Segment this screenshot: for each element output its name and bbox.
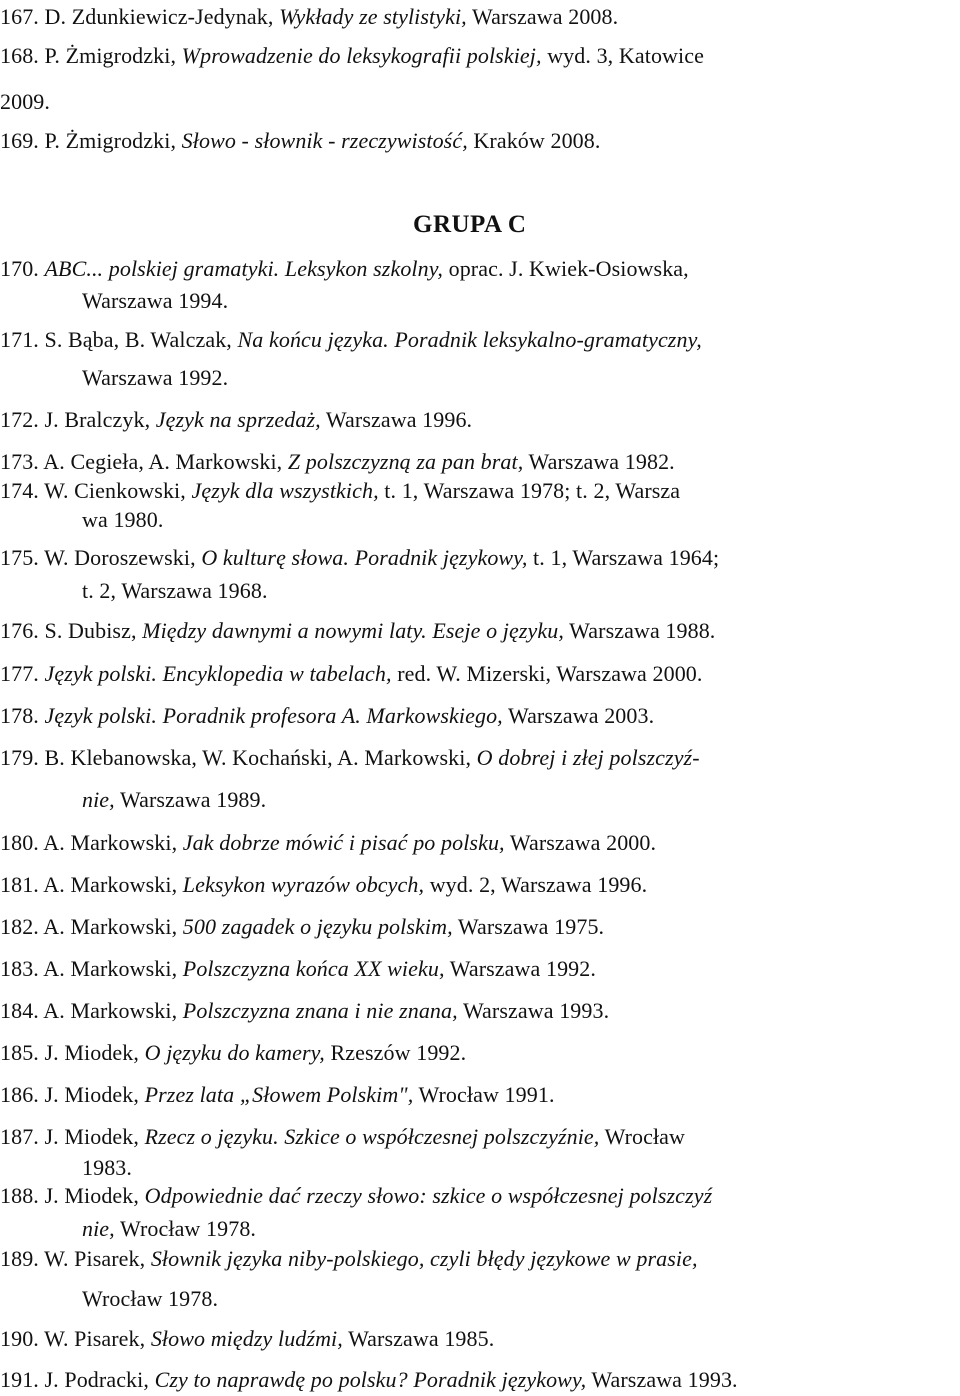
- entry-title-text: Przez lata „Słowem Polskim",: [144, 1082, 414, 1107]
- entry-text: Warszawa 1996.: [320, 407, 473, 432]
- entry-text: Wrocław 1978.: [114, 1216, 257, 1241]
- entry-title-text: Słownik języka niby-polskiego, czyli błędy językowe w prasie,: [150, 1246, 698, 1271]
- bibliography-line: [0, 1040, 466, 1066]
- bibliography-line: [0, 449, 675, 475]
- bibliography-line: [0, 478, 680, 504]
- bibliography-line: [0, 914, 604, 940]
- entry-text: 169. P. Żmigrodzki,: [0, 128, 182, 153]
- entry-text: 188. J. Miodek,: [0, 1183, 145, 1208]
- entry-text: Warszawa 1989.: [114, 787, 267, 812]
- entry-title-text: nie,: [82, 1216, 115, 1241]
- entry-title-text: Z polszczyzną za pan brat,: [287, 449, 524, 474]
- bibliography-line: [0, 407, 472, 433]
- entry-title-text: Między dawnymi a nowymi laty. Eseje o języku,: [142, 618, 564, 643]
- entry-title-text: Jak dobrze mówić i pisać po polsku,: [182, 830, 505, 855]
- bibliography-line: [0, 1367, 738, 1393]
- bibliography-line: [0, 43, 704, 69]
- bibliography-line: [0, 1326, 494, 1352]
- entry-text: wa 1980.: [82, 507, 164, 532]
- entry-title-text: Język polski. Encyklopedia w tabelach,: [44, 661, 392, 686]
- entry-title-text: Język na sprzedaż,: [155, 407, 321, 432]
- entry-text: 174. W. Cienkowski,: [0, 478, 192, 503]
- bibliography-line: [0, 256, 689, 282]
- bibliography-line: [0, 545, 719, 571]
- bibliography-line: [0, 703, 654, 729]
- entry-text: 168. P. Żmigrodzki,: [0, 43, 182, 68]
- entry-text: Wrocław 1991.: [413, 1082, 555, 1107]
- bibliography-line: [0, 1183, 712, 1209]
- entry-text: Warszawa 1982.: [523, 449, 675, 474]
- entry-text: Warszawa 1994.: [82, 288, 229, 313]
- entry-title-text: Polszczyzna znana i nie znana,: [182, 998, 458, 1023]
- entry-text: Wrocław 1978.: [82, 1286, 219, 1311]
- entry-text: t. 1, Warszawa 1978; t. 2, Warsza: [378, 478, 681, 503]
- bibliography-line: [0, 1246, 698, 1272]
- entry-text: 190. W. Pisarek,: [0, 1326, 151, 1351]
- entry-text: 189. W. Pisarek,: [0, 1246, 151, 1271]
- entry-text: wyd. 3, Katowice: [541, 43, 704, 68]
- entry-text: Warszawa 1993.: [457, 998, 610, 1023]
- entry-title-text: Odpowiednie dać rzeczy słowo: szkice o współczesnej polszczyź: [144, 1183, 713, 1208]
- entry-title-text: Czy to naprawdę po polsku? Poradnik językowy,: [154, 1367, 587, 1392]
- entry-text: Warszawa 2000.: [504, 830, 657, 855]
- entry-text: 176. S. Dubisz,: [0, 618, 143, 643]
- entry-text: wyd. 2, Warszawa 1996.: [424, 872, 648, 897]
- entry-text: 180. A. Markowski,: [0, 830, 183, 855]
- entry-text: t. 2, Warszawa 1968.: [82, 578, 268, 603]
- entry-title-text: ABC... polskiej gramatyki. Leksykon szkolny,: [44, 256, 443, 281]
- entry-text: Kraków 2008.: [467, 128, 601, 153]
- bibliography-line: [0, 327, 702, 353]
- entry-text: Warszawa 1993.: [586, 1367, 738, 1392]
- entry-text: 178.: [0, 703, 45, 728]
- bibliography-line: [82, 578, 268, 604]
- bibliography-line: [82, 288, 228, 314]
- entry-text: Warszawa 2008.: [466, 4, 619, 29]
- entry-title-text: O dobrej i złej polszczyź-: [476, 745, 700, 770]
- bibliography-line: [82, 1216, 256, 1242]
- bibliography-line: [0, 872, 647, 898]
- entry-text: t. 1, Warszawa 1964;: [527, 545, 720, 570]
- entry-text: Warszawa 1975.: [452, 914, 605, 939]
- bibliography-line: [0, 128, 600, 154]
- entry-text: 2009.: [0, 89, 50, 114]
- entry-text: oprac. J. Kwiek-Osiowska,: [443, 256, 689, 281]
- entry-text: 171. S. Bąba, B. Walczak,: [0, 327, 238, 352]
- entry-text: red. W. Mizerski, Warszawa 2000.: [391, 661, 703, 686]
- entry-text: Warszawa 2003.: [502, 703, 655, 728]
- bibliography-line: [0, 89, 50, 115]
- bibliography-line: [0, 1124, 685, 1150]
- entry-text: 1983.: [82, 1155, 132, 1180]
- section-heading: GRUPA C: [413, 211, 527, 238]
- entry-title-text: 500 zagadek o języku polskim,: [182, 914, 453, 939]
- bibliography-line: [0, 661, 703, 687]
- entry-text: 181. A. Markowski,: [0, 872, 183, 897]
- entry-text: 170.: [0, 256, 45, 281]
- entry-text: 167. D. Zdunkiewicz-Jedynak,: [0, 4, 280, 29]
- bibliography-line: [0, 618, 715, 644]
- bibliography-line: [0, 956, 596, 982]
- bibliography-line: [0, 745, 700, 771]
- entry-title-text: Wykłady ze stylistyki,: [279, 4, 467, 29]
- entry-text: 184. A. Markowski,: [0, 998, 183, 1023]
- entry-title-text: Słowo między ludźmi,: [150, 1326, 343, 1351]
- entry-text: 179. B. Klebanowska, W. Kochański, A. Markowski,: [0, 745, 477, 770]
- bibliography-line: [0, 4, 618, 30]
- entry-text: Warszawa 1988.: [563, 618, 716, 643]
- entry-title-text: O kulturę słowa. Poradnik językowy,: [201, 545, 528, 570]
- bibliography-line: [0, 830, 656, 856]
- entry-text: Rzeszów 1992.: [324, 1040, 467, 1065]
- bibliography-line: [82, 507, 163, 533]
- entry-title-text: Na końcu języka. Poradnik leksykalno-gramatyczny,: [237, 327, 702, 352]
- entry-title-text: Język dla wszystkich,: [191, 478, 379, 503]
- entry-text: 186. J. Miodek,: [0, 1082, 145, 1107]
- entry-text: 183. A. Markowski,: [0, 956, 183, 981]
- entry-title-text: Słowo - słownik - rzeczywistość,: [181, 128, 468, 153]
- entry-text: Warszawa 1992.: [82, 365, 229, 390]
- entry-text: 175. W. Doroszewski,: [0, 545, 202, 570]
- bibliography-line: [82, 787, 266, 813]
- bibliography-line: [0, 1082, 555, 1108]
- entry-title-text: Język polski. Poradnik profesora A. Markowskiego,: [44, 703, 503, 728]
- entry-text: 185. J. Miodek,: [0, 1040, 145, 1065]
- bibliography-line: [82, 1155, 132, 1181]
- bibliography-line: [0, 998, 609, 1024]
- entry-text: Warszawa 1992.: [444, 956, 596, 981]
- entry-text: 173. A. Cegieła, A. Markowski,: [0, 449, 288, 474]
- entry-title-text: nie,: [82, 787, 115, 812]
- entry-text: 177.: [0, 661, 45, 686]
- entry-title-text: Leksykon wyrazów obcych,: [182, 872, 425, 897]
- entry-title-text: Wprowadzenie do leksykografii polskiej,: [181, 43, 542, 68]
- entry-text: 187. J. Miodek,: [0, 1124, 145, 1149]
- entry-title-text: O języku do kamery,: [144, 1040, 325, 1065]
- entry-text: Warszawa 1985.: [342, 1326, 495, 1351]
- entry-text: 172. J. Bralczyk,: [0, 407, 156, 432]
- bibliography-line: [82, 1286, 218, 1312]
- entry-text: 191. J. Podracki,: [0, 1367, 155, 1392]
- entry-title-text: Polszczyzna końca XX wieku,: [182, 956, 445, 981]
- entry-title-text: Rzecz o języku. Szkice o współczesnej polszczyźnie,: [144, 1124, 600, 1149]
- entry-text: Wrocław: [599, 1124, 686, 1149]
- bibliography-line: [82, 365, 228, 391]
- entry-text: 182. A. Markowski,: [0, 914, 183, 939]
